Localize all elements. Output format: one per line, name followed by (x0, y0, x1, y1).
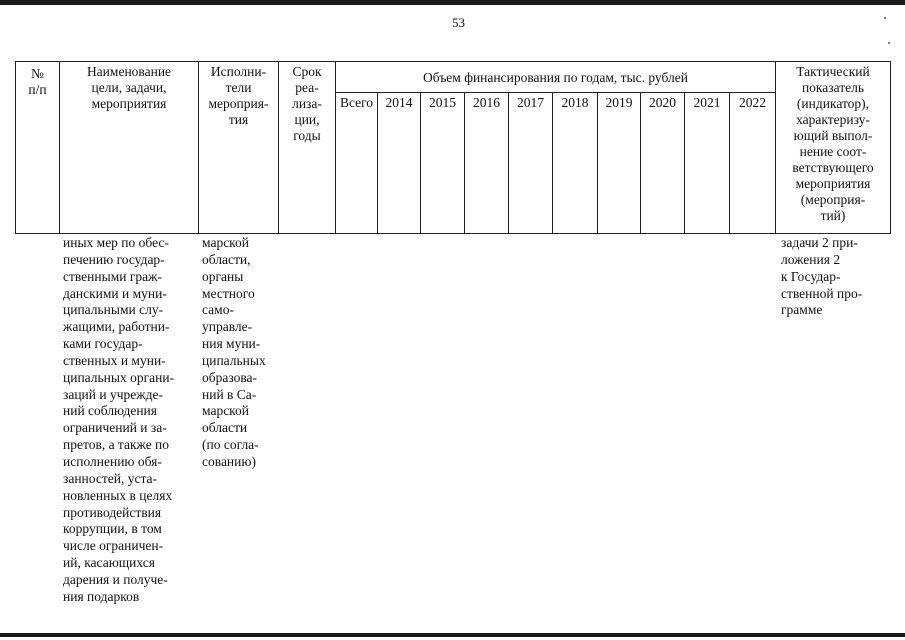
header-financing: Объем финансирования по годам, тыс. рублей (423, 70, 688, 85)
table-right-border (890, 61, 891, 234)
column-divider (729, 92, 730, 234)
header-name: Наименование цели, задачи, мероприятия (86, 64, 172, 111)
header-indicator: Тактический показатель (индикатор), характеризу- ющий выпол- нение соот- ветствующего мероприятия (мероприя- тий) (792, 64, 874, 223)
header-year: 2016 (473, 95, 500, 110)
header-year: 2019 (605, 95, 633, 110)
header-executors: Исполни- тели мероприя- тия (208, 64, 269, 127)
column-divider (335, 61, 336, 234)
scan-speck (884, 17, 886, 19)
header-term: Срок реа- лиза- ции, годы (292, 64, 322, 143)
header-year: 2014 (385, 95, 413, 110)
header-year: 2022 (739, 95, 766, 110)
financing-subheader-line (335, 92, 775, 93)
header-year: 2021 (693, 95, 721, 110)
column-divider (464, 92, 465, 234)
column-divider (640, 92, 641, 234)
header-total: Всего (339, 95, 374, 110)
column-divider (684, 92, 685, 234)
bottom-border-rule (0, 633, 905, 637)
header-year: 2017 (517, 95, 544, 110)
page-number: 53 (452, 15, 465, 30)
column-divider (508, 92, 509, 234)
column-divider (552, 92, 553, 234)
header-number: № п/п (28, 66, 47, 97)
header-year: 2018 (561, 95, 589, 110)
table-top-border (15, 61, 891, 62)
column-divider (420, 92, 421, 234)
row-executors-text: марской области, органы местного само- управле- ния муни- ципальных образова- ний в Са- марской области (по согла- сованию) (202, 235, 266, 469)
header-year: 2020 (649, 95, 676, 110)
column-divider (377, 92, 378, 234)
row-indicator-text: задачи 2 при- ложения 2 к Государ- ственной про- грамме (781, 235, 863, 318)
column-divider (597, 92, 598, 234)
header-bottom-border (15, 233, 891, 234)
header-year: 2015 (429, 95, 456, 110)
scan-speck (888, 42, 890, 44)
row-name-text: иных мер по обес- печению государ- ственными граж- данскими и муни- ципальными слу- жащими, работни- ками государ- ственных и муни- ципальных органи- заций и учрежде- ний соблюдения ограничений и за- претов, а также по исполнению обя- занностей, уста- новленных в целях противодействия коррупции, в том числе ограничен- ий, касающихся дарения и получе- ния подарков (63, 235, 175, 604)
top-border-rule (0, 0, 905, 5)
